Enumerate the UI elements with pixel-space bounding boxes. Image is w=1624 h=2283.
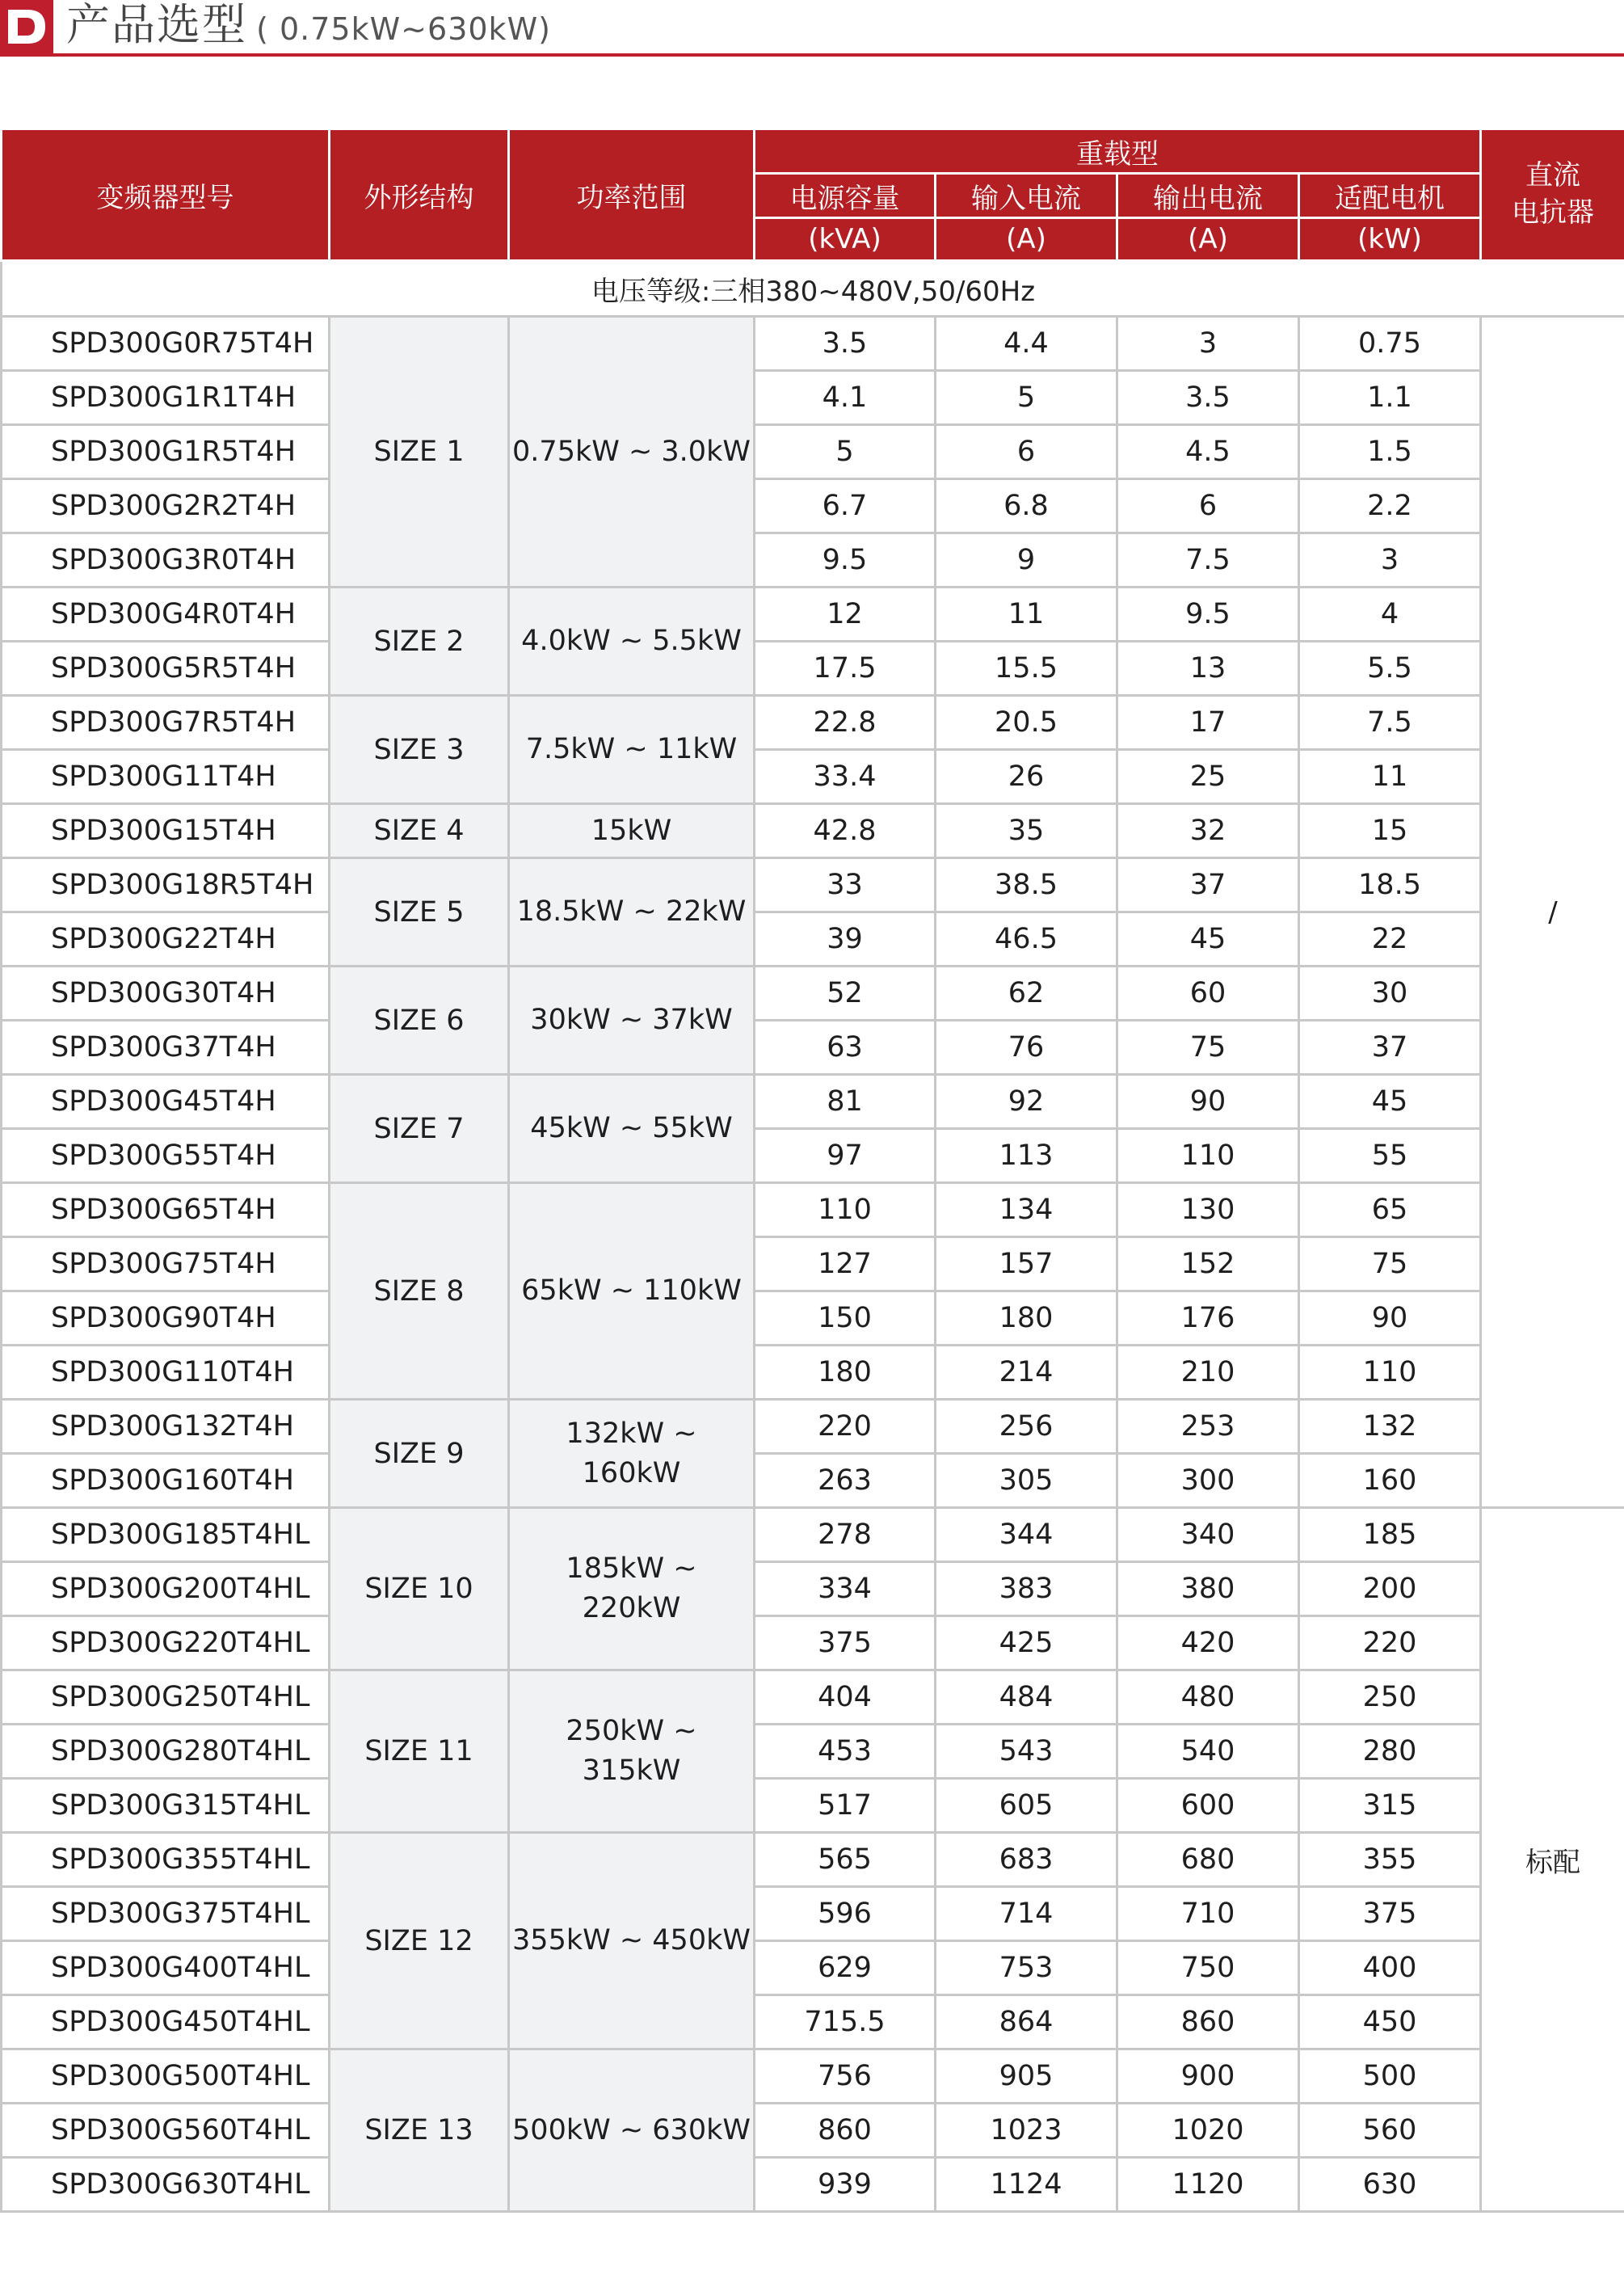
output-current-cell: 7.5 — [1117, 533, 1299, 588]
table-row — [2, 2049, 1624, 2104]
table-row — [2, 425, 1624, 479]
output-current-cell: 17 — [1117, 696, 1299, 750]
header-frame: 外形结构 — [330, 129, 509, 261]
input-current-cell: 35 — [936, 804, 1117, 858]
header-model: 变频器型号 — [2, 129, 330, 261]
input-current-cell: 484 — [936, 1670, 1117, 1725]
table-row — [2, 1508, 1624, 1562]
output-current-cell: 300 — [1117, 1454, 1299, 1508]
output-current-cell: 37 — [1117, 858, 1299, 912]
table-row — [2, 1833, 1624, 1887]
input-current-cell: 4.4 — [936, 317, 1117, 371]
output-current-cell: 9.5 — [1117, 588, 1299, 642]
title-power-range: ( 0.75kW~630kW) — [256, 11, 551, 47]
output-current-cell: 130 — [1117, 1183, 1299, 1237]
table-row — [2, 2158, 1624, 2212]
product-selection-table — [0, 128, 1624, 2213]
frame-size-cell: SIZE 8 — [330, 1183, 509, 1400]
capacity-cell: 860 — [755, 2104, 936, 2158]
input-current-cell: 9 — [936, 533, 1117, 588]
model-cell: SPD300G3R0T4H — [2, 533, 330, 588]
input-current-cell: 256 — [936, 1400, 1117, 1454]
table-row — [2, 479, 1624, 533]
output-current-cell: 860 — [1117, 1995, 1299, 2049]
unit-output-current: (A) — [1117, 218, 1299, 261]
capacity-cell: 4.1 — [755, 371, 936, 425]
frame-size-cell: SIZE 7 — [330, 1075, 509, 1183]
capacity-cell: 278 — [755, 1508, 936, 1562]
input-current-cell: 134 — [936, 1183, 1117, 1237]
table-row — [2, 1995, 1624, 2049]
power-range-cell: 500kW ~ 630kW — [509, 2049, 755, 2212]
motor-power-cell: 315 — [1299, 1779, 1481, 1833]
model-cell: SPD300G45T4H — [2, 1075, 330, 1129]
input-current-cell: 344 — [936, 1508, 1117, 1562]
table-row — [2, 533, 1624, 588]
power-range-cell: 250kW ~ 315kW — [509, 1670, 755, 1833]
motor-power-cell: 560 — [1299, 2104, 1481, 2158]
table-row — [2, 588, 1624, 642]
table-row — [2, 967, 1624, 1021]
input-current-cell: 76 — [936, 1021, 1117, 1075]
input-current-cell: 753 — [936, 1941, 1117, 1995]
motor-power-cell: 185 — [1299, 1508, 1481, 1562]
power-range-cell: 65kW ~ 110kW — [509, 1183, 755, 1400]
output-current-cell: 60 — [1117, 967, 1299, 1021]
input-current-cell: 1023 — [936, 2104, 1117, 2158]
input-current-cell: 15.5 — [936, 642, 1117, 696]
capacity-cell: 263 — [755, 1454, 936, 1508]
output-current-cell: 750 — [1117, 1941, 1299, 1995]
motor-power-cell: 2.2 — [1299, 479, 1481, 533]
capacity-cell: 375 — [755, 1616, 936, 1670]
model-cell: SPD300G22T4H — [2, 912, 330, 967]
output-current-cell: 710 — [1117, 1887, 1299, 1941]
brand-logo-icon — [0, 0, 53, 53]
model-cell: SPD300G450T4HL — [2, 1995, 330, 2049]
voltage-note: 电压等级:三相380~480V,50/60Hz — [2, 261, 1624, 317]
model-cell: SPD300G500T4HL — [2, 2049, 330, 2104]
capacity-cell: 33.4 — [755, 750, 936, 804]
power-range-cell: 185kW ~ 220kW — [509, 1508, 755, 1670]
motor-power-cell: 110 — [1299, 1346, 1481, 1400]
output-current-cell: 1120 — [1117, 2158, 1299, 2212]
table-row — [2, 1887, 1624, 1941]
model-cell: SPD300G30T4H — [2, 967, 330, 1021]
capacity-cell: 715.5 — [755, 1995, 936, 2049]
input-current-cell: 5 — [936, 371, 1117, 425]
output-current-cell: 380 — [1117, 1562, 1299, 1616]
table-row — [2, 642, 1624, 696]
motor-power-cell: 5.5 — [1299, 642, 1481, 696]
output-current-cell: 45 — [1117, 912, 1299, 967]
output-current-cell: 210 — [1117, 1346, 1299, 1400]
capacity-cell: 565 — [755, 1833, 936, 1887]
capacity-cell: 63 — [755, 1021, 936, 1075]
input-current-cell: 214 — [936, 1346, 1117, 1400]
motor-power-cell: 280 — [1299, 1725, 1481, 1779]
output-current-cell: 110 — [1117, 1129, 1299, 1183]
input-current-cell: 905 — [936, 2049, 1117, 2104]
header-dc-reactor: 直流 电抗器 — [1481, 129, 1624, 261]
table-row — [2, 696, 1624, 750]
motor-power-cell: 250 — [1299, 1670, 1481, 1725]
motor-power-cell: 7.5 — [1299, 696, 1481, 750]
motor-power-cell: 200 — [1299, 1562, 1481, 1616]
output-current-cell: 600 — [1117, 1779, 1299, 1833]
input-current-cell: 864 — [936, 1995, 1117, 2049]
model-cell: SPD300G355T4HL — [2, 1833, 330, 1887]
frame-size-cell: SIZE 4 — [330, 804, 509, 858]
capacity-cell: 756 — [755, 2049, 936, 2104]
model-cell: SPD300G185T4HL — [2, 1508, 330, 1562]
capacity-cell: 6.7 — [755, 479, 936, 533]
input-current-cell: 46.5 — [936, 912, 1117, 967]
frame-size-cell: SIZE 11 — [330, 1670, 509, 1833]
frame-size-cell: SIZE 12 — [330, 1833, 509, 2049]
table-row — [2, 1237, 1624, 1291]
frame-size-cell: SIZE 13 — [330, 2049, 509, 2212]
frame-size-cell: SIZE 6 — [330, 967, 509, 1075]
output-current-cell: 176 — [1117, 1291, 1299, 1346]
model-cell: SPD300G4R0T4H — [2, 588, 330, 642]
input-current-cell: 683 — [936, 1833, 1117, 1887]
frame-size-cell: SIZE 1 — [330, 317, 509, 588]
capacity-cell: 180 — [755, 1346, 936, 1400]
motor-power-cell: 500 — [1299, 2049, 1481, 2104]
input-current-cell: 605 — [936, 1779, 1117, 1833]
frame-size-cell: SIZE 3 — [330, 696, 509, 804]
motor-power-cell: 160 — [1299, 1454, 1481, 1508]
dc-reactor-cell: / — [1481, 317, 1624, 1508]
model-cell: SPD300G560T4HL — [2, 2104, 330, 2158]
motor-power-cell: 30 — [1299, 967, 1481, 1021]
model-cell: SPD300G2R2T4H — [2, 479, 330, 533]
model-cell: SPD300G15T4H — [2, 804, 330, 858]
unit-capacity: (kVA) — [755, 218, 936, 261]
input-current-cell: 1124 — [936, 2158, 1117, 2212]
input-current-cell: 11 — [936, 588, 1117, 642]
page-header — [0, 0, 1624, 57]
input-current-cell: 543 — [936, 1725, 1117, 1779]
output-current-cell: 680 — [1117, 1833, 1299, 1887]
capacity-cell: 5 — [755, 425, 936, 479]
frame-size-cell: SIZE 9 — [330, 1400, 509, 1508]
model-cell: SPD300G11T4H — [2, 750, 330, 804]
motor-power-cell: 400 — [1299, 1941, 1481, 1995]
header-output-current: 输出电流 — [1117, 174, 1299, 218]
table-row — [2, 1562, 1624, 1616]
power-range-cell: 4.0kW ~ 5.5kW — [509, 588, 755, 696]
table-row — [2, 804, 1624, 858]
model-cell: SPD300G315T4HL — [2, 1779, 330, 1833]
capacity-cell: 17.5 — [755, 642, 936, 696]
model-cell: SPD300G132T4H — [2, 1400, 330, 1454]
output-current-cell: 480 — [1117, 1670, 1299, 1725]
motor-power-cell: 75 — [1299, 1237, 1481, 1291]
output-current-cell: 90 — [1117, 1075, 1299, 1129]
capacity-cell: 517 — [755, 1779, 936, 1833]
output-current-cell: 3 — [1117, 317, 1299, 371]
output-current-cell: 540 — [1117, 1725, 1299, 1779]
unit-motor: (kW) — [1299, 218, 1481, 261]
output-current-cell: 340 — [1117, 1508, 1299, 1562]
motor-power-cell: 18.5 — [1299, 858, 1481, 912]
output-current-cell: 1020 — [1117, 2104, 1299, 2158]
table-header — [2, 129, 1624, 261]
table-row — [2, 1400, 1624, 1454]
unit-input-current: (A) — [936, 218, 1117, 261]
capacity-cell: 22.8 — [755, 696, 936, 750]
motor-power-cell: 65 — [1299, 1183, 1481, 1237]
capacity-cell: 12 — [755, 588, 936, 642]
motor-power-cell: 15 — [1299, 804, 1481, 858]
frame-size-cell: SIZE 2 — [330, 588, 509, 696]
motor-power-cell: 0.75 — [1299, 317, 1481, 371]
capacity-cell: 629 — [755, 1941, 936, 1995]
table-row — [2, 750, 1624, 804]
capacity-cell: 3.5 — [755, 317, 936, 371]
model-cell: SPD300G1R1T4H — [2, 371, 330, 425]
motor-power-cell: 3 — [1299, 533, 1481, 588]
model-cell: SPD300G280T4HL — [2, 1725, 330, 1779]
capacity-cell: 939 — [755, 2158, 936, 2212]
output-current-cell: 75 — [1117, 1021, 1299, 1075]
model-cell: SPD300G400T4HL — [2, 1941, 330, 1995]
model-cell: SPD300G65T4H — [2, 1183, 330, 1237]
capacity-cell: 334 — [755, 1562, 936, 1616]
motor-power-cell: 55 — [1299, 1129, 1481, 1183]
table-row — [2, 1725, 1624, 1779]
table-row — [2, 1941, 1624, 1995]
output-current-cell: 420 — [1117, 1616, 1299, 1670]
table-row — [2, 2104, 1624, 2158]
model-cell: SPD300G90T4H — [2, 1291, 330, 1346]
motor-power-cell: 45 — [1299, 1075, 1481, 1129]
capacity-cell: 220 — [755, 1400, 936, 1454]
model-cell: SPD300G1R5T4H — [2, 425, 330, 479]
motor-power-cell: 220 — [1299, 1616, 1481, 1670]
motor-power-cell: 1.1 — [1299, 371, 1481, 425]
header-capacity: 电源容量 — [755, 174, 936, 218]
capacity-cell: 9.5 — [755, 533, 936, 588]
input-current-cell: 113 — [936, 1129, 1117, 1183]
capacity-cell: 97 — [755, 1129, 936, 1183]
capacity-cell: 52 — [755, 967, 936, 1021]
power-range-cell: 30kW ~ 37kW — [509, 967, 755, 1075]
table-row — [2, 1075, 1624, 1129]
frame-size-cell: SIZE 5 — [330, 858, 509, 967]
input-current-cell: 157 — [936, 1237, 1117, 1291]
capacity-cell: 127 — [755, 1237, 936, 1291]
model-cell: SPD300G250T4HL — [2, 1670, 330, 1725]
power-range-cell: 132kW ~ 160kW — [509, 1400, 755, 1508]
motor-power-cell: 450 — [1299, 1995, 1481, 2049]
motor-power-cell: 11 — [1299, 750, 1481, 804]
model-cell: SPD300G630T4HL — [2, 2158, 330, 2212]
motor-power-cell: 1.5 — [1299, 425, 1481, 479]
model-cell: SPD300G55T4H — [2, 1129, 330, 1183]
title-main: 产品选型 — [66, 0, 247, 50]
motor-power-cell: 132 — [1299, 1400, 1481, 1454]
output-current-cell: 25 — [1117, 750, 1299, 804]
input-current-cell: 6.8 — [936, 479, 1117, 533]
model-cell: SPD300G200T4HL — [2, 1562, 330, 1616]
model-cell: SPD300G37T4H — [2, 1021, 330, 1075]
input-current-cell: 26 — [936, 750, 1117, 804]
model-cell: SPD300G18R5T4H — [2, 858, 330, 912]
header-rule — [0, 53, 1624, 57]
output-current-cell: 6 — [1117, 479, 1299, 533]
table-row — [2, 1454, 1624, 1508]
table-row — [2, 1183, 1624, 1237]
header-motor: 适配电机 — [1299, 174, 1481, 218]
capacity-cell: 33 — [755, 858, 936, 912]
motor-power-cell: 37 — [1299, 1021, 1481, 1075]
table-row — [2, 1129, 1624, 1183]
capacity-cell: 404 — [755, 1670, 936, 1725]
input-current-cell: 714 — [936, 1887, 1117, 1941]
dc-reactor-cell: 标配 — [1481, 1508, 1624, 2212]
capacity-cell: 110 — [755, 1183, 936, 1237]
capacity-cell: 596 — [755, 1887, 936, 1941]
capacity-cell: 42.8 — [755, 804, 936, 858]
header-power-range: 功率范围 — [509, 129, 755, 261]
input-current-cell: 425 — [936, 1616, 1117, 1670]
motor-power-cell: 22 — [1299, 912, 1481, 967]
table-row — [2, 1021, 1624, 1075]
power-range-cell: 15kW — [509, 804, 755, 858]
motor-power-cell: 630 — [1299, 2158, 1481, 2212]
page-title — [66, 0, 551, 53]
voltage-section — [2, 261, 1624, 317]
model-cell: SPD300G110T4H — [2, 1346, 330, 1400]
model-cell: SPD300G5R5T4H — [2, 642, 330, 696]
table-row — [2, 1346, 1624, 1400]
model-cell: SPD300G160T4H — [2, 1454, 330, 1508]
table-row — [2, 1291, 1624, 1346]
capacity-cell: 81 — [755, 1075, 936, 1129]
power-range-cell: 0.75kW ~ 3.0kW — [509, 317, 755, 588]
table-row — [2, 912, 1624, 967]
model-cell: SPD300G375T4HL — [2, 1887, 330, 1941]
output-current-cell: 3.5 — [1117, 371, 1299, 425]
table-row — [2, 317, 1624, 371]
input-current-cell: 20.5 — [936, 696, 1117, 750]
output-current-cell: 4.5 — [1117, 425, 1299, 479]
power-range-cell: 18.5kW ~ 22kW — [509, 858, 755, 967]
capacity-cell: 39 — [755, 912, 936, 967]
input-current-cell: 38.5 — [936, 858, 1117, 912]
motor-power-cell: 90 — [1299, 1291, 1481, 1346]
motor-power-cell: 4 — [1299, 588, 1481, 642]
input-current-cell: 180 — [936, 1291, 1117, 1346]
model-cell: SPD300G220T4HL — [2, 1616, 330, 1670]
motor-power-cell: 375 — [1299, 1887, 1481, 1941]
input-current-cell: 62 — [936, 967, 1117, 1021]
output-current-cell: 32 — [1117, 804, 1299, 858]
output-current-cell: 152 — [1117, 1237, 1299, 1291]
output-current-cell: 13 — [1117, 642, 1299, 696]
input-current-cell: 305 — [936, 1454, 1117, 1508]
motor-power-cell: 355 — [1299, 1833, 1481, 1887]
capacity-cell: 150 — [755, 1291, 936, 1346]
model-cell: SPD300G75T4H — [2, 1237, 330, 1291]
power-range-cell: 7.5kW ~ 11kW — [509, 696, 755, 804]
output-current-cell: 900 — [1117, 2049, 1299, 2104]
input-current-cell: 92 — [936, 1075, 1117, 1129]
table-body — [2, 317, 1624, 2212]
header-heavy-duty: 重载型 — [755, 129, 1481, 174]
power-range-cell: 355kW ~ 450kW — [509, 1833, 755, 2049]
header-input-current: 输入电流 — [936, 174, 1117, 218]
frame-size-cell: SIZE 10 — [330, 1508, 509, 1670]
table-row — [2, 1670, 1624, 1725]
input-current-cell: 6 — [936, 425, 1117, 479]
table-row — [2, 1616, 1624, 1670]
power-range-cell: 45kW ~ 55kW — [509, 1075, 755, 1183]
capacity-cell: 453 — [755, 1725, 936, 1779]
input-current-cell: 383 — [936, 1562, 1117, 1616]
table-row — [2, 371, 1624, 425]
model-cell: SPD300G7R5T4H — [2, 696, 330, 750]
table-row — [2, 858, 1624, 912]
model-cell: SPD300G0R75T4H — [2, 317, 330, 371]
output-current-cell: 253 — [1117, 1400, 1299, 1454]
table-row — [2, 1779, 1624, 1833]
